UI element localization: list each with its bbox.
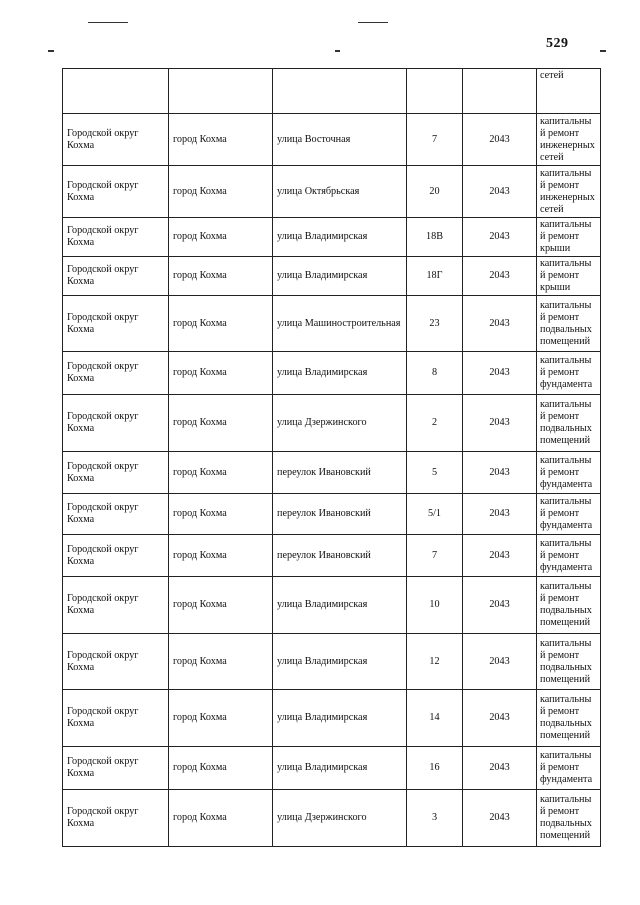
year-cell: 2043 [463,395,537,452]
street-cell: переулок Ивановский [273,494,407,535]
year-cell: 2043 [463,166,537,218]
year-cell: 2043 [463,747,537,790]
street-cell: улица Дзержинского [273,790,407,847]
house-cell: 7 [407,114,463,166]
house-cell: 10 [407,577,463,634]
work-type-cell: капитальный ремонт подвальных помещений [537,296,601,352]
city-cell: город Кохма [169,352,273,395]
city-cell: город Кохма [169,257,273,296]
city-cell: город Кохма [169,535,273,577]
house-cell: 16 [407,747,463,790]
work-type-cell: капитальный ремонт подвальных помещений [537,395,601,452]
street-cell [273,69,407,114]
table-row [63,535,601,577]
district-cell: Городской округ Кохма [63,166,169,218]
city-cell: город Кохма [169,690,273,747]
year-cell: 2043 [463,452,537,494]
city-cell: город Кохма [169,747,273,790]
table-row [63,395,601,452]
work-type-cell: капитальный ремонт фундамента [537,494,601,535]
table-row [63,494,601,535]
year-cell: 2043 [463,494,537,535]
district-cell: Городской округ Кохма [63,296,169,352]
district-cell: Городской округ Кохма [63,535,169,577]
street-cell: улица Владимирская [273,352,407,395]
table-row [63,296,601,352]
district-cell: Городской округ Кохма [63,577,169,634]
scan-mark [88,22,128,23]
district-cell: Городской округ Кохма [63,395,169,452]
city-cell: город Кохма [169,494,273,535]
scan-mark [358,22,388,23]
work-type-cell: капитальный ремонт фундамента [537,535,601,577]
table-row [63,114,601,166]
house-cell: 5/1 [407,494,463,535]
work-type-cell: капитальный ремонт инженерных сетей [537,166,601,218]
year-cell: 2043 [463,114,537,166]
street-cell: улица Дзержинского [273,395,407,452]
district-cell: Городской округ Кохма [63,352,169,395]
house-cell: 14 [407,690,463,747]
year-cell: 2043 [463,352,537,395]
district-cell: Городской округ Кохма [63,790,169,847]
street-cell: переулок Ивановский [273,452,407,494]
house-cell: 23 [407,296,463,352]
house-cell: 12 [407,634,463,690]
work-type-cell: капитальный ремонт подвальных помещений [537,577,601,634]
year-cell: 2043 [463,296,537,352]
district-cell: Городской округ Кохма [63,114,169,166]
house-cell: 3 [407,790,463,847]
street-cell: улица Владимирская [273,690,407,747]
scan-mark [48,50,54,52]
street-cell: улица Владимирская [273,577,407,634]
work-type-cell: капитальный ремонт подвальных помещений [537,690,601,747]
street-cell: улица Владимирская [273,218,407,257]
year-cell: 2043 [463,218,537,257]
scan-mark [335,50,340,52]
table-row [63,257,601,296]
district-cell [63,69,169,114]
year-cell: 2043 [463,790,537,847]
district-cell: Городской округ Кохма [63,218,169,257]
work-type-cell: сетей [537,69,601,114]
work-type-cell: капитальный ремонт фундамента [537,352,601,395]
city-cell: город Кохма [169,634,273,690]
table-row-continuation [63,69,601,114]
street-cell: улица Машиностроительная [273,296,407,352]
city-cell: город Кохма [169,296,273,352]
city-cell: город Кохма [169,577,273,634]
scan-mark [600,50,606,52]
city-cell [169,69,273,114]
district-cell: Городской округ Кохма [63,494,169,535]
work-type-cell: капитальный ремонт фундамента [537,452,601,494]
work-type-cell: капитальный ремонт фундамента [537,747,601,790]
house-cell: 7 [407,535,463,577]
city-cell: город Кохма [169,790,273,847]
street-cell: улица Октябрьская [273,166,407,218]
house-cell: 20 [407,166,463,218]
table-row [63,452,601,494]
year-cell: 2043 [463,690,537,747]
work-type-cell: капитальный ремонт подвальных помещений [537,634,601,690]
table-row [63,166,601,218]
district-cell: Городской округ Кохма [63,452,169,494]
work-type-cell: капитальный ремонт подвальных помещений [537,790,601,847]
table-row [63,218,601,257]
house-cell: 18В [407,218,463,257]
city-cell: город Кохма [169,166,273,218]
work-plan-table [62,68,601,847]
city-cell: город Кохма [169,218,273,257]
page-number: 529 [546,36,569,51]
house-cell: 18Г [407,257,463,296]
table-body [63,69,601,847]
street-cell: улица Владимирская [273,634,407,690]
table-row [63,352,601,395]
city-cell: город Кохма [169,395,273,452]
year-cell: 2043 [463,577,537,634]
city-cell: город Кохма [169,114,273,166]
street-cell: переулок Ивановский [273,535,407,577]
street-cell: улица Восточная [273,114,407,166]
year-cell [463,69,537,114]
year-cell: 2043 [463,257,537,296]
house-cell: 2 [407,395,463,452]
table-row [63,634,601,690]
work-type-cell: капитальный ремонт крыши [537,218,601,257]
table-row [63,577,601,634]
year-cell: 2043 [463,634,537,690]
house-cell: 5 [407,452,463,494]
house-cell [407,69,463,114]
work-type-cell: капитальный ремонт крыши [537,257,601,296]
street-cell: улица Владимирская [273,747,407,790]
table-row [63,790,601,847]
table-row [63,690,601,747]
work-type-cell: капитальный ремонт инженерных сетей [537,114,601,166]
street-cell: улица Владимирская [273,257,407,296]
house-cell: 8 [407,352,463,395]
district-cell: Городской округ Кохма [63,690,169,747]
district-cell: Городской округ Кохма [63,257,169,296]
city-cell: город Кохма [169,452,273,494]
district-cell: Городской округ Кохма [63,634,169,690]
table-row [63,747,601,790]
year-cell: 2043 [463,535,537,577]
district-cell: Городской округ Кохма [63,747,169,790]
